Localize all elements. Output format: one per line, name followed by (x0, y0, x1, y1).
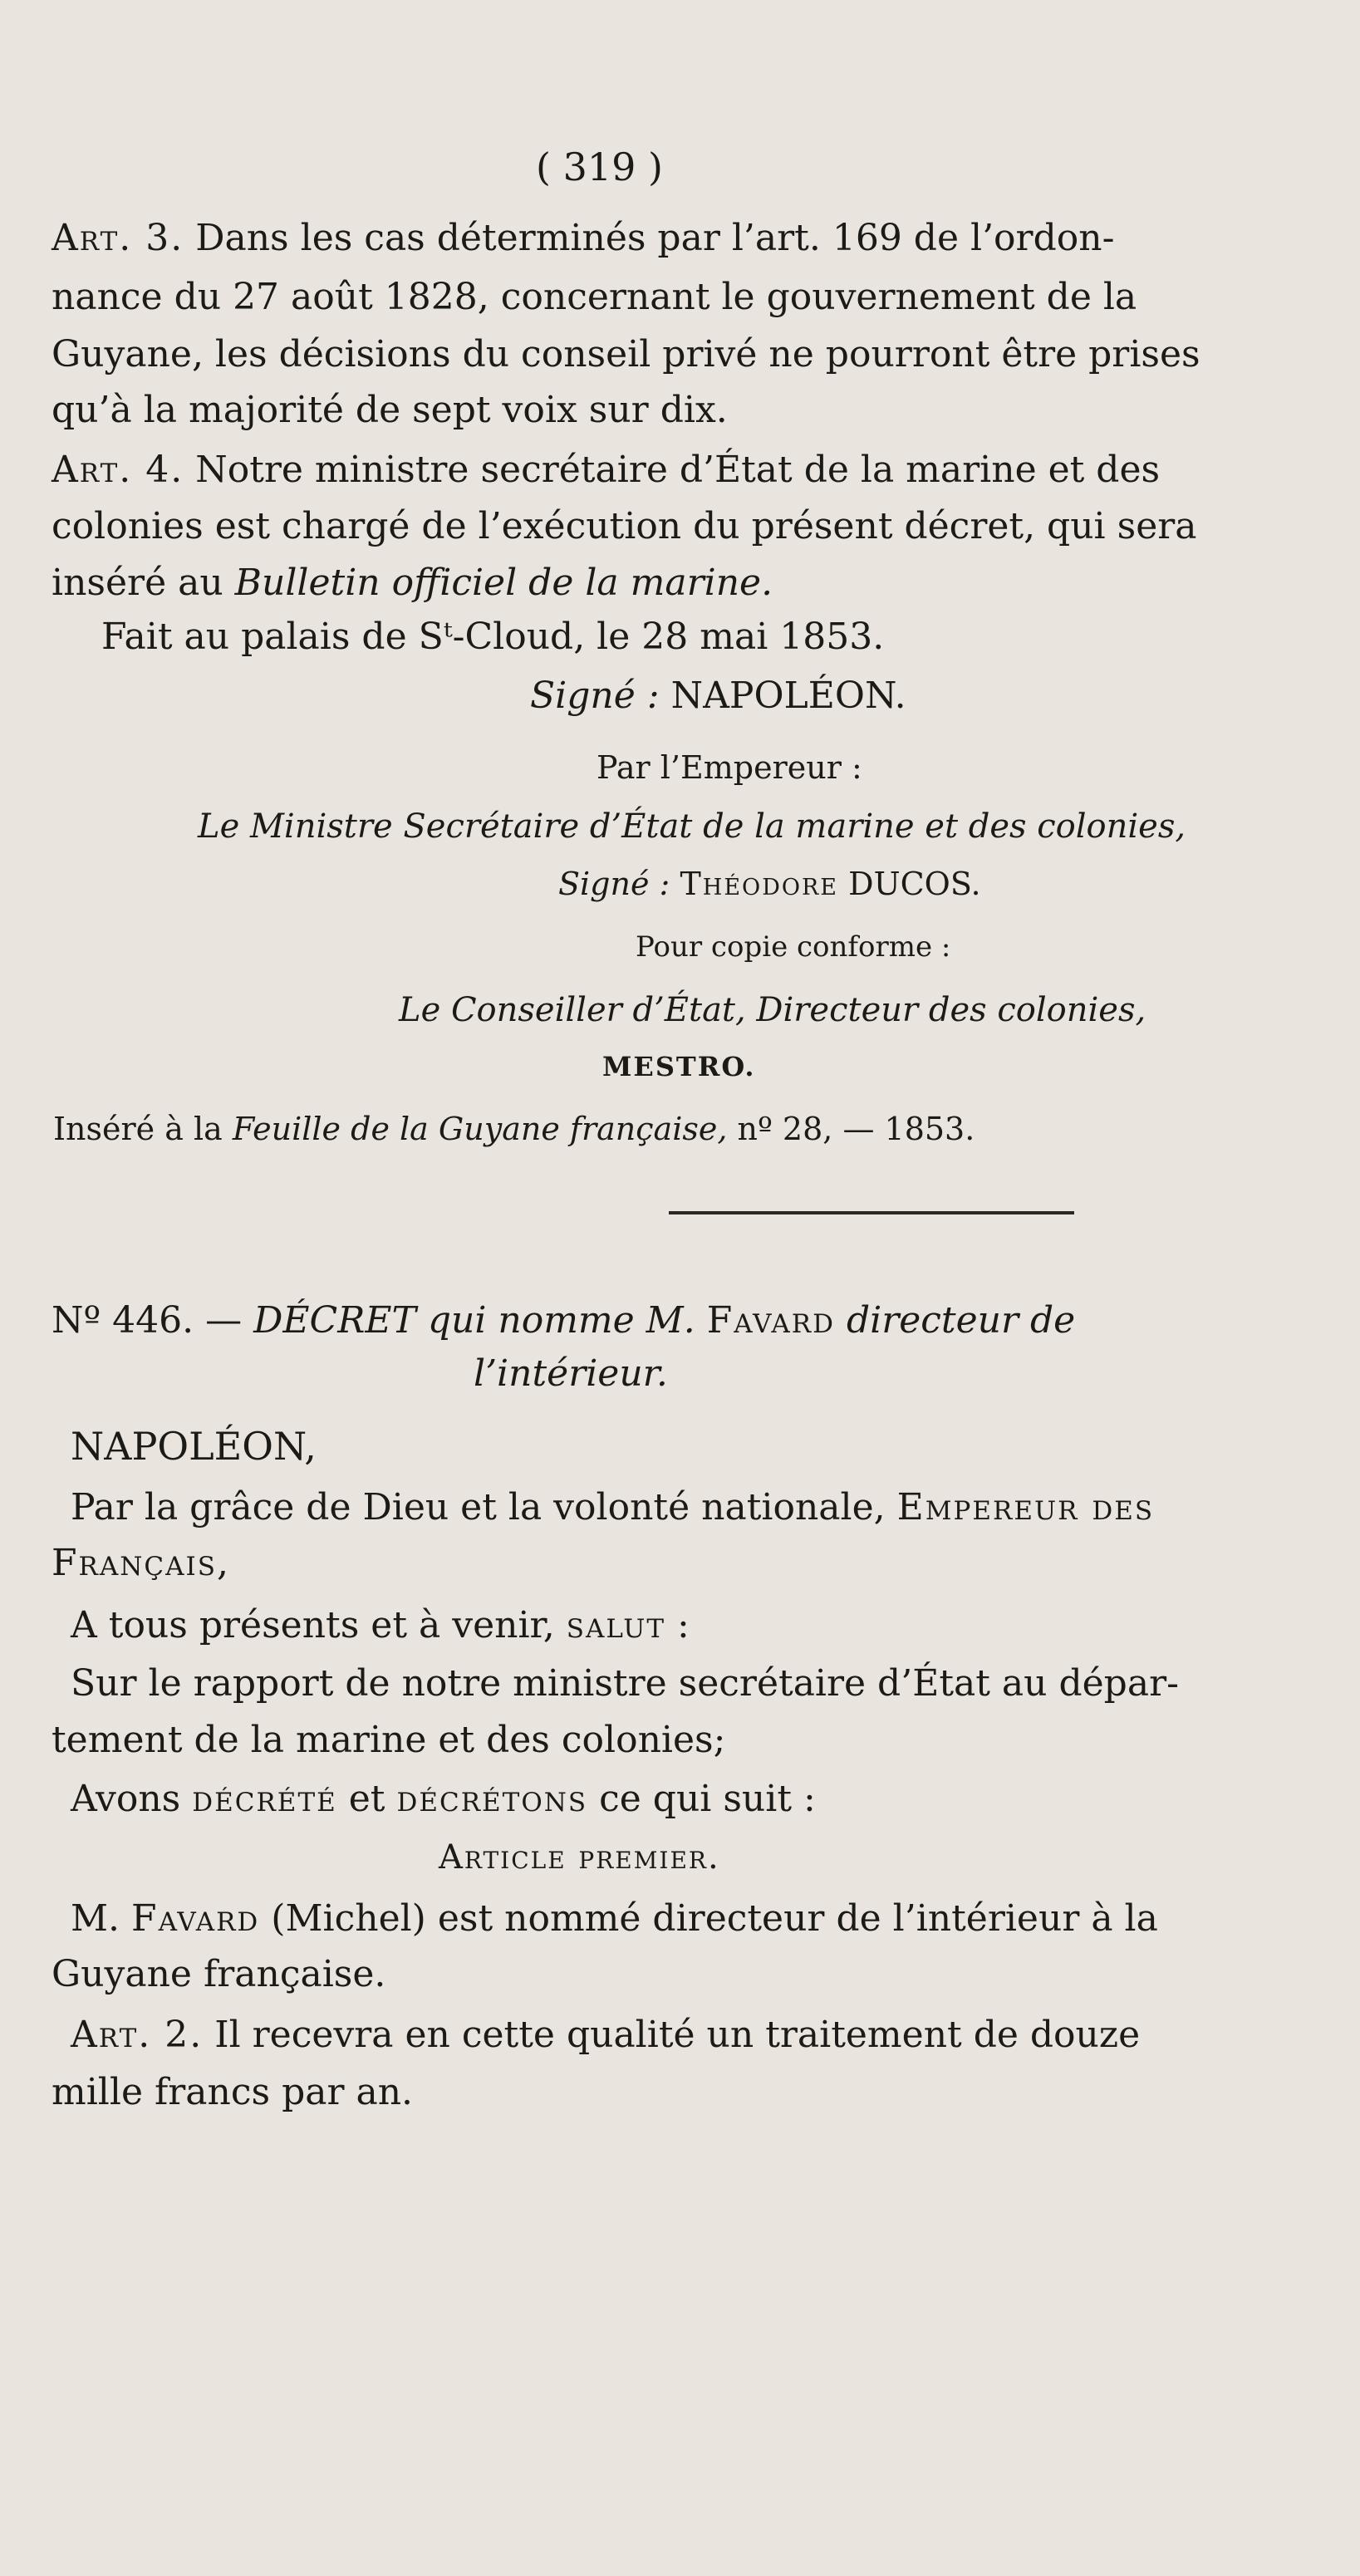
article-premier-heading: Article premier. (439, 1838, 720, 1877)
par-l-empereur: Par l’Empereur : (597, 749, 862, 786)
art2-label: Art. 2. (71, 2014, 204, 2056)
avons-decrete-line: Avons décrété et décrétons ce qui suit : (71, 1778, 816, 1820)
fait-au-palais: Fait au palais de Sᵗ-Cloud, le 28 mai 1853. (101, 616, 885, 658)
pour-copie-conforme: Pour copie conforme : (636, 930, 951, 964)
tous-presents-line: A tous présents et à venir, salut : (71, 1604, 690, 1646)
art4-line-2: colonies est chargé de l’exécution du présent décret, qui sera (52, 505, 1197, 547)
art3-line-3: Guyane, les décisions du conseil privé ne pourront être prises (52, 333, 1200, 375)
signature-mestro: MESTRO. (602, 1051, 756, 1082)
art4-label: Art. 4. (52, 449, 184, 491)
insere-line: Inséré à la Feuille de la Guyane française, nº 28, — 1853. (53, 1111, 975, 1147)
grace-line-2: Français, (52, 1542, 230, 1584)
art3-line-2: nance du 27 août 1828, concernant le gouvernement de la (52, 276, 1137, 318)
conseiller-line: Le Conseiller d’État, Directeur des colonies, (399, 991, 1146, 1029)
decree-number: Nº 446. — (52, 1299, 243, 1342)
bulletin-title: Bulletin officiel de la marine. (234, 562, 773, 604)
ministre-line: Le Ministre Secrétaire d’État de la marine et des colonies, (198, 807, 1186, 846)
section-divider (669, 1211, 1074, 1214)
rapport-line-1: Sur le rapport de notre ministre secrétaire d’État au dépar- (71, 1662, 1179, 1705)
signature-ducos: Signé : Théodore DUCOS. (558, 866, 981, 902)
napoleon-heading: NAPOLÉON, (71, 1424, 317, 1469)
feuille-title: Feuille de la Guyane française, (232, 1111, 728, 1147)
decree-446-title-line-2: l’intérieur. (474, 1352, 668, 1395)
decree-446-title-line-1: Nº 446. — DÉCRET qui nomme M. Favard directeur de (52, 1299, 1076, 1342)
page-number: ( 319 ) (536, 145, 663, 189)
art2-line-2: mille francs par an. (52, 2071, 414, 2113)
signature-napoleon: Signé : NAPOLÉON. (530, 675, 906, 717)
art1-line-1: M. Favard (Michel) est nommé directeur de l’intérieur à la (71, 1897, 1158, 1940)
art4-line-3: inséré au Bulletin officiel de la marine. (52, 562, 773, 604)
art3-line-4: qu’à la majorité de sept voix sur dix. (52, 389, 728, 431)
art1-line-2: Guyane française. (52, 1953, 386, 1995)
art2-line-1: Art. 2. Il recevra en cette qualité un traitement de douze (71, 2014, 1141, 2056)
grace-line-1: Par la grâce de Dieu et la volonté nationale, Empereur des (71, 1486, 1155, 1528)
art3-label: Art. 3. (52, 217, 184, 259)
art3-line-1: Art. 3. Dans les cas déterminés par l’art. 169 de l’ordon- (52, 217, 1115, 259)
art4-line-1: Art. 4. Notre ministre secrétaire d’État de la marine et des (52, 449, 1161, 491)
rapport-line-2: tement de la marine et des colonies; (52, 1719, 726, 1761)
